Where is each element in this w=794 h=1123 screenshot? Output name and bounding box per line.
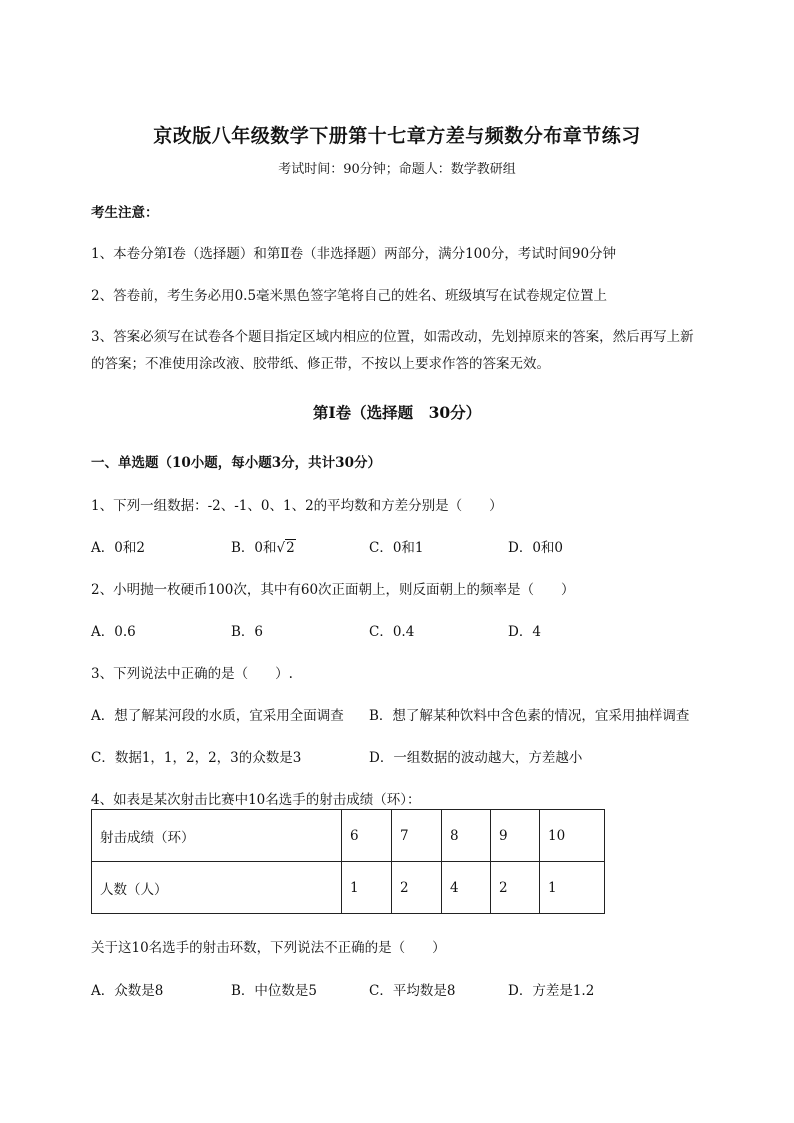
notice-item-2: 2、答卷前，考生务必用0.5毫米黑色签字笔将自己的姓名、班级填写在试卷规定位置上 bbox=[91, 288, 608, 304]
q1-option-c[interactable]: C．0和1 bbox=[369, 540, 424, 556]
table-cell: 1 bbox=[342, 862, 392, 914]
q3-option-a[interactable]: A．想了解某河段的水质，宜采用全面调查 bbox=[91, 708, 344, 724]
part-heading: 一、单选题（10小题，每小题3分，共计30分） bbox=[91, 455, 381, 471]
question-3-stem: 3、下列说法中正确的是（ ）. bbox=[91, 666, 293, 682]
q4-option-d[interactable]: D．方差是1.2 bbox=[508, 983, 595, 999]
score-table bbox=[91, 809, 605, 914]
q1-option-d[interactable]: D．0和0 bbox=[508, 540, 564, 556]
table-cell: 8 bbox=[442, 810, 491, 862]
sqrt-radicand: 2 bbox=[286, 540, 295, 556]
q3-option-b[interactable]: B．想了解某种饮料中含色素的情况，宜采用抽样调查 bbox=[369, 708, 690, 724]
table-cell: 6 bbox=[342, 810, 392, 862]
table-row bbox=[92, 810, 605, 862]
table-cell: 2 bbox=[392, 862, 442, 914]
notice-item-3-cont: 的答案；不准使用涂改液、胶带纸、修正带，不按以上要求作答的答案无效。 bbox=[91, 356, 550, 372]
question-4-followup: 关于这10名选手的射击环数，下列说法不正确的是（ ） bbox=[91, 940, 446, 956]
sqrt-symbol: √2 bbox=[276, 540, 295, 556]
question-1-stem: 1、下列一组数据：-2、-1、0、1、2的平均数和方差分别是（ ） bbox=[91, 498, 503, 514]
q3-option-d[interactable]: D．一组数据的波动越大，方差越小 bbox=[369, 750, 583, 766]
table-header-cell: 射击成绩（环） bbox=[92, 810, 342, 862]
q2-option-a[interactable]: A．0.6 bbox=[91, 624, 136, 640]
section-title: 第Ⅰ卷（选择题 30分） bbox=[312, 403, 482, 422]
question-4-stem: 4、如表是某次射击比赛中10名选手的射击成绩（环）： bbox=[91, 792, 421, 808]
page-title: 京改版八年级数学下册第十七章方差与频数分布章节练习 bbox=[153, 125, 641, 147]
exam-info: 考试时间：90分钟；命题人：数学教研组 bbox=[278, 162, 516, 177]
question-2-stem: 2、小明抛一枚硬币100次，其中有60次正面朝上，则反面朝上的频率是（ ） bbox=[91, 582, 575, 598]
table-cell: 1 bbox=[540, 862, 605, 914]
notice-heading: 考生注意： bbox=[91, 205, 159, 221]
notice-item-3: 3、答案必须写在试卷各个题目指定区域内相应的位置，如需改动，先划掉原来的答案，然后再写上新 bbox=[91, 329, 694, 345]
table-cell: 10 bbox=[540, 810, 605, 862]
q1-option-a[interactable]: A．0和2 bbox=[91, 540, 145, 556]
q4-option-a[interactable]: A．众数是8 bbox=[91, 983, 164, 999]
notice-item-1: 1、本卷分第Ⅰ卷（选择题）和第Ⅱ卷（非选择题）两部分，满分100分，考试时间90分钟 bbox=[91, 246, 617, 262]
q2-option-b[interactable]: B．6 bbox=[231, 624, 264, 640]
q1-option-b[interactable] bbox=[231, 536, 296, 556]
q1-option-b-text: B．0和 bbox=[231, 540, 277, 556]
table-cell: 9 bbox=[491, 810, 540, 862]
q2-option-d[interactable]: D．4 bbox=[508, 624, 541, 640]
table-cell: 7 bbox=[392, 810, 442, 862]
q2-option-c[interactable]: C．0.4 bbox=[369, 624, 415, 640]
q3-option-c[interactable]: C．数据1，1，2，2，3的众数是3 bbox=[91, 750, 302, 766]
q4-option-c[interactable]: C．平均数是8 bbox=[369, 983, 456, 999]
q4-option-b[interactable]: B．中位数是5 bbox=[231, 983, 318, 999]
table-cell: 2 bbox=[491, 862, 540, 914]
table-row bbox=[92, 862, 605, 914]
table-cell: 4 bbox=[442, 862, 491, 914]
table-header-cell: 人数（人） bbox=[92, 862, 342, 914]
